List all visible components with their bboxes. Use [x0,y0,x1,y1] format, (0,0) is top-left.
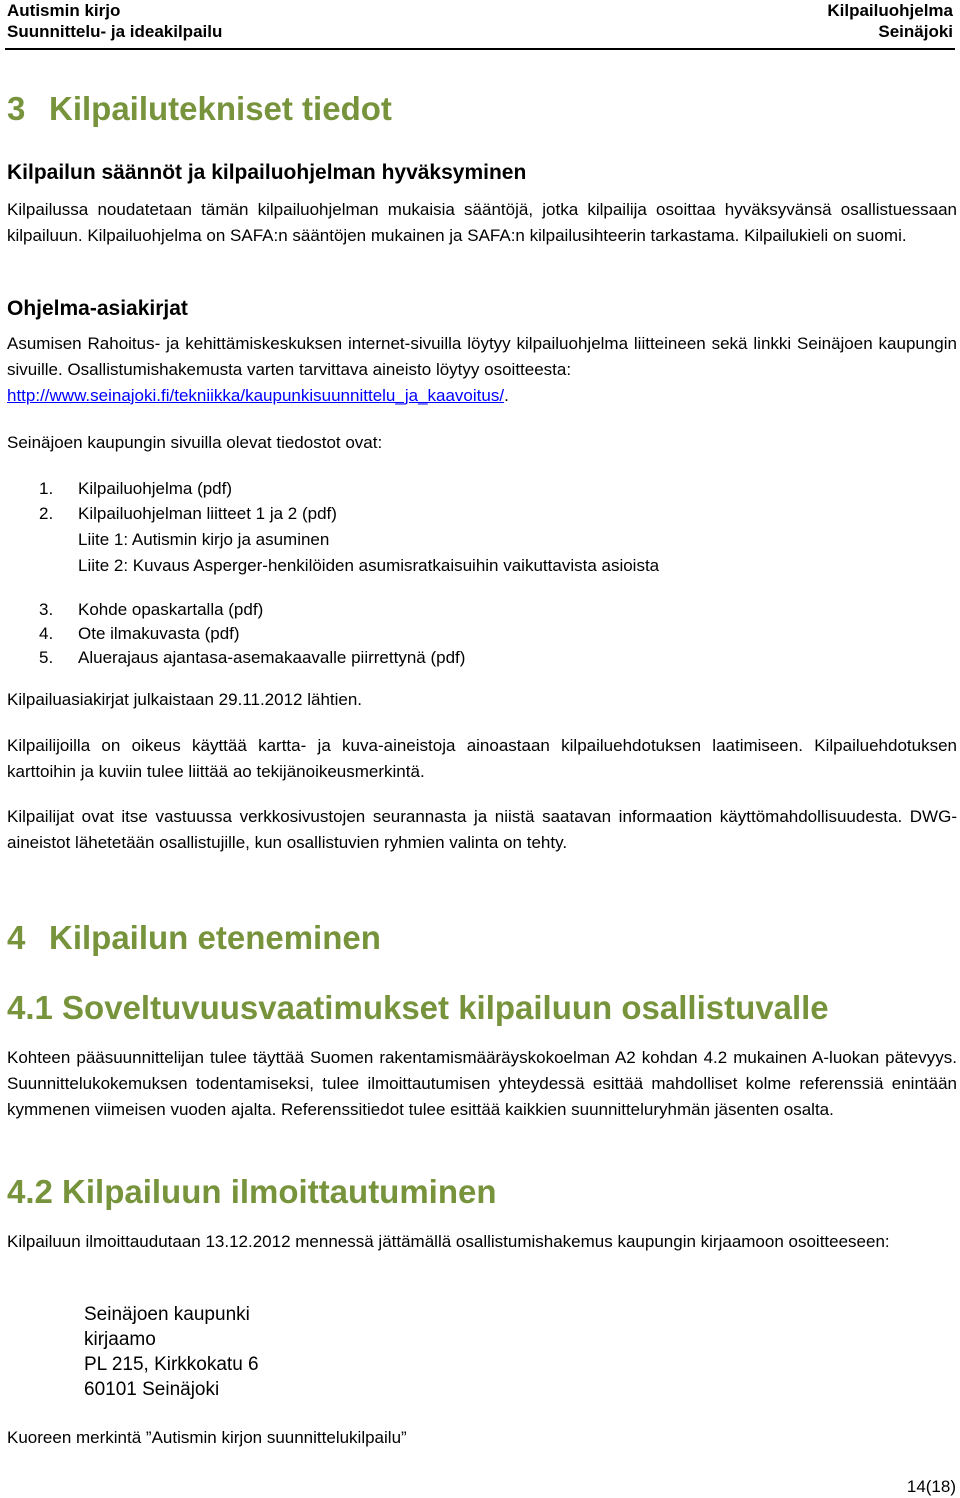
documents-heading: Ohjelma-asiakirjat [7,297,188,320]
header-divider [5,48,955,50]
responsibility-paragraph: Kilpailijat ovat itse vastuussa verkkosivustojen seurannasta ja niistä saatavan informaation käyttömahdollisuudesta. DWG-aineistot lähetetään osallistujille, kun osallistuvien ryhmien valinta on tehty. [7,807,957,852]
envelope-note: Kuoreen merkintä ”Autismin kirjon suunnittelukilpailu” [7,1428,407,1447]
eligibility-paragraph: Kohteen pääsuunnittelijan tulee täyttää Suomen rakentamismääräyskokoelman A2 kohdan 4.2 mukainen A-luokan pätevyys. Suunnittelukokemuksen todentamiseksi, tulee ilmoittautumisen yhteydessä esittää mahdolliset kolme referenssiä enintään kymmenen viimeisen vuoden ajalta. Referenssitiedot tulee esittää kaikkien suunnitteluryhmän jäsenten osalta. [7,1048,957,1119]
header-right [827,0,953,42]
header-doc-type: Kilpailuohjelma [827,1,953,20]
section-4-title: Kilpailun eteneminen [49,919,381,956]
documents-link-suffix: . [504,386,509,405]
documents-link[interactable]: http://www.seinajoki.fi/tekniikka/kaupunkisuunnittelu_ja_kaavoitus/ [7,386,505,405]
files-intro: Seinäjoen kaupungin sivuilla olevat tiedostot ovat: [7,433,383,452]
attachment-item: Liite 1: Autismin kirjo ja asuminen [78,530,330,549]
header-doc-title: Autismin kirjo [7,1,121,20]
section-3-heading [7,89,392,129]
rules-paragraph: Kilpailussa noudatetaan tämän kilpailuohjelman mukaisia sääntöjä, jotka kilpailija osoittaa hyväksyvänsä osallistuessaan kilpailuun. Kilpailuohjelma on SAFA:n sääntöjen mukainen ja SAFA:n kilpailusihteerin tarkastama. Kilpailukieli on suomi. [7,200,957,245]
file-label: Ote ilmakuvasta (pdf) [78,624,240,643]
header-city: Seinäjoki [878,22,953,41]
file-label: Kilpailuohjelman liitteet 1 ja 2 (pdf) [78,504,337,523]
rights-paragraph: Kilpailijoilla on oikeus käyttää kartta- ja kuva-aineistoja ainoastaan kilpailuehdotuksen laatimiseen. Kilpailuehdotuksen karttoihin ja kuviin tulee liittää ao tekijänoikeusmerkintä. [7,736,957,781]
documents-paragraph: Asumisen Rahoitus- ja kehittämiskeskuksen internet-sivuilla löytyy kilpailuohjelma liitteineen sekä linkki Seinäjoen kaupungin sivuille. Osallistumishakemusta varten tarvittava aineisto löytyy osoitteesta: [7,334,957,379]
file-number: 4. [39,624,54,643]
section-4-number: 4 [7,919,26,956]
publish-date: Kilpailuasiakirjat julkaistaan 29.11.2012 lähtien. [7,690,363,709]
file-label: Kohde opaskartalla (pdf) [78,600,264,619]
address-line: 60101 Seinäjoki [84,1379,220,1400]
address-line: kirjaamo [84,1329,156,1350]
header-doc-subtitle: Suunnittelu- ja ideakilpailu [7,22,223,41]
header-left [7,0,222,42]
rules-heading: Kilpailun säännöt ja kilpailuohjelman hyväksyminen [7,161,527,184]
documents-link-line [7,383,509,409]
file-number: 3. [39,600,54,619]
attachment-item: Liite 2: Kuvaus Asperger-henkilöiden asumisratkaisuihin vaikuttavista asioista [78,556,660,575]
file-number: 5. [39,648,54,667]
section-4-1-heading: 4.1 Soveltuvuusvaatimukset kilpailuun osallistuvalle [7,989,829,1026]
address-line: Seinäjoen kaupunki [84,1304,250,1325]
section-4-2-heading: 4.2 Kilpailuun ilmoittautuminen [7,1173,497,1210]
address-line: PL 215, Kirkkokatu 6 [84,1354,259,1375]
registration-paragraph: Kilpailuun ilmoittaudutaan 13.12.2012 mennessä jättämällä osallistumishakemus kaupungin kirjaamoon osoitteeseen: [7,1232,890,1251]
file-label: Kilpailuohjelma (pdf) [78,479,233,498]
file-number: 2. [39,504,54,523]
section-4-heading [7,918,381,958]
file-number: 1. [39,479,54,498]
page-number: 14(18) [906,1477,956,1496]
section-3-number: 3 [7,90,26,127]
file-label: Aluerajaus ajantasa-asemakaavalle piirrettynä (pdf) [78,648,466,667]
section-3-title: Kilpailutekniset tiedot [49,90,392,127]
